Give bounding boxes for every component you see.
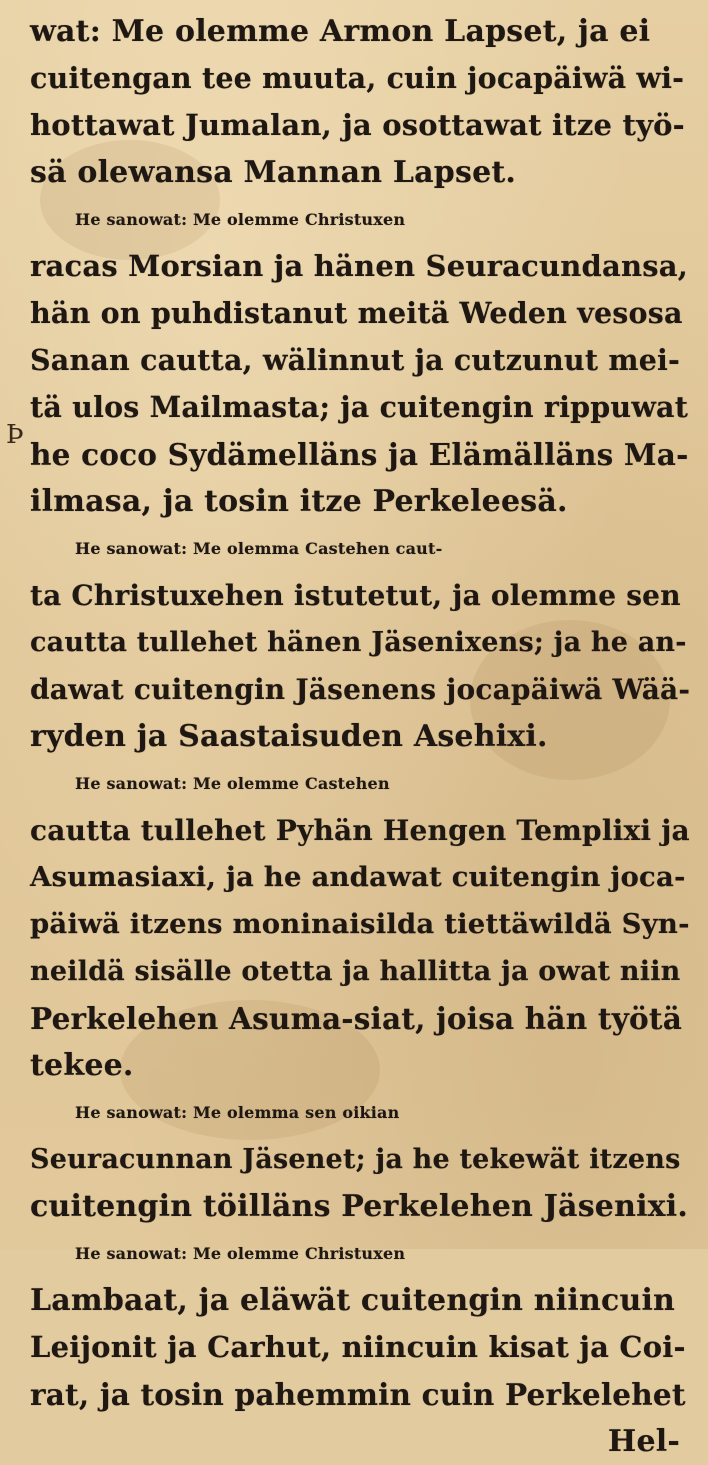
text-line: hän on puhdistanut meitä Weden vesosa [30,296,683,330]
text-line: He sanowat: Me olemma Castehen caut- [75,539,443,558]
text-line: tekee. [30,1048,134,1083]
text-line: dawat cuitengin Jäsenens jocapäiwä Wää- [30,673,691,706]
text-line: he coco Sydämelläns ja Elämälläns Ma- [30,437,689,472]
text-line: cuitengan tee muuta, cuin jocapäiwä wi- [30,61,685,95]
text-line: racas Morsian ja hänen Seuracundansa, [30,249,689,283]
text-line: päiwä itzens moninaisilda tiettäwildä Syn- [30,908,690,940]
text-line: Perkelehen Asuma-siat, joisa hän työtä [30,1001,683,1036]
text-line: sä olewansa Mannan Lapset. [30,155,517,190]
text-line: ryden ja Saastaisuden Asehixi. [30,719,548,754]
text-line: He sanowat: Me olemme Christuxen [75,210,406,229]
text-line: ta Christuxehen istutetut, ja olemme sen [30,579,681,612]
text-line: neildä sisälle otetta ja hallitta ja owat niin [30,956,681,987]
text-line: wat: Me olemme Armon Lapset, ja ei [30,14,651,49]
text-line: Lambaat, ja eläwät cuitengin niincuin [30,1283,676,1318]
text-line: rat, ja tosin pahemmin cuin Perkelehet [30,1377,686,1412]
text-line: cautta tullehet Pyhän Hengen Templixi ja [30,814,690,847]
text-line: He sanowat: Me olemme Castehen [75,774,390,793]
text-line: tä ulos Mailmasta; ja cuitengin rippuwat [30,390,689,424]
margin-annotation: Ϸ [6,420,24,450]
text-line: He sanowat: Me olemme Christuxen [75,1244,406,1263]
text-line: Asumasiaxi, ja he andawat cuitengin joca- [30,861,686,893]
text-line: Leijonit ja Carhut, niincuin kisat ja Coi- [30,1330,686,1364]
text-line: Sanan cautta, wälinnut ja cutzunut mei- [30,343,681,377]
text-line: ilmasa, ja tosin itze Perkeleesä. [30,484,568,519]
text-line: Hel- [607,1424,680,1459]
text-line: cuitengin töilläns Perkelehen Jäsenixi. [30,1189,689,1224]
text-line: He sanowat: Me olemma sen oikian [75,1103,400,1122]
text-line: Seuracunnan Jäsenet; ja he tekewät itzens [30,1144,681,1175]
text-line: cautta tullehet hänen Jäsenixens; ja he an- [30,627,687,658]
text-line: hottawat Jumalan, ja osottawat itze työ- [30,108,685,142]
body-text [30,8,690,1465]
